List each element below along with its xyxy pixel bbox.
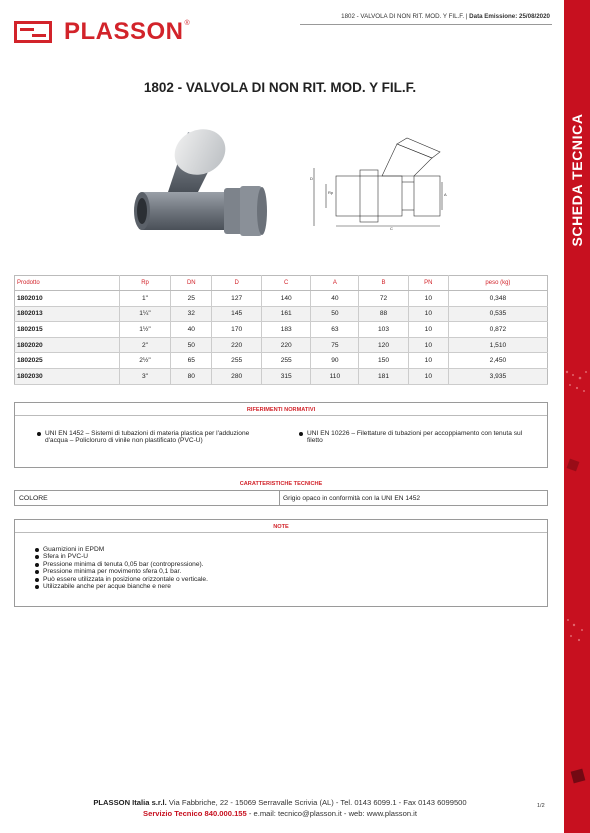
table-row	[15, 337, 548, 353]
table-cell: 1802010	[15, 291, 120, 307]
table-cell: 40	[171, 322, 212, 338]
table-cell: 63	[311, 322, 359, 338]
list-item: Può essere utilizzata in posizione orizzontale o verticale.	[35, 576, 435, 583]
brand-name: PLASSON	[64, 18, 184, 45]
table-cell: 220	[212, 337, 262, 353]
list-item: UNI EN 1452 – Sistemi di tubazioni di materia plastica per l'adduzione d'acqua – Policloruro di vinile non plastificato (PVC-U)	[37, 430, 267, 445]
drawing-label-a: A	[444, 192, 447, 197]
list-item: Pressione minima di tenuta 0,05 bar (contropressione).	[35, 561, 435, 568]
table-cell: 72	[359, 291, 409, 307]
registered-mark: ®	[184, 20, 190, 27]
drawing-label-c: C	[390, 226, 393, 230]
table-row	[15, 306, 548, 322]
table-cell: 2½"	[119, 353, 170, 369]
table-row	[15, 291, 548, 307]
table-cell: 10	[408, 322, 448, 338]
emission-date: Data Emissione: 25/08/2020	[469, 13, 550, 20]
table-cell: 25	[171, 291, 212, 307]
table-cell: 220	[261, 337, 311, 353]
table-cell: 145	[212, 306, 262, 322]
footer-address-text: Via Fabbriche, 22 - 15069 Serravalle Scrivia (AL) - Tel. 0143 6099.1 - Fax 0143 6099500	[166, 798, 467, 807]
col-b: B	[359, 276, 409, 291]
footer-address	[0, 798, 560, 807]
spec-table	[14, 275, 548, 385]
col-a: A	[311, 276, 359, 291]
col-d: D	[212, 276, 262, 291]
table-cell: 0,872	[448, 322, 547, 338]
band-decoration	[564, 0, 590, 833]
col-rp: Rp	[119, 276, 170, 291]
table-cell: 50	[311, 306, 359, 322]
drawing-label-d: D	[310, 176, 313, 181]
table-cell: 40	[311, 291, 359, 307]
table-cell: 110	[311, 368, 359, 384]
table-cell: 255	[212, 353, 262, 369]
table-cell: 88	[359, 306, 409, 322]
table-cell: 1802020	[15, 337, 120, 353]
colore-label: COLORE	[19, 495, 48, 502]
header-divider	[300, 24, 552, 25]
table-cell: 315	[261, 368, 311, 384]
table-cell: 0,535	[448, 306, 547, 322]
table-cell: 10	[408, 368, 448, 384]
table-header-row	[15, 276, 548, 291]
table-cell: 90	[311, 353, 359, 369]
table-cell: 10	[408, 291, 448, 307]
colore-value: Grigio opaco in conformità con la UNI EN 1452	[283, 495, 421, 502]
table-cell: 161	[261, 306, 311, 322]
table-cell: 127	[212, 291, 262, 307]
list-item: Guarnizioni in EPDM	[35, 546, 435, 553]
table-cell: 140	[261, 291, 311, 307]
list-item: UNI EN 10226 – Filettature di tubazioni per accoppiamento con tenuta sul filetto	[299, 430, 539, 445]
riferimenti-right-list	[299, 430, 539, 445]
plasson-logo-icon	[14, 21, 52, 43]
footer-service: Servizio Tecnico 840.000.155	[143, 809, 247, 818]
table-cell: 1½"	[119, 322, 170, 338]
page-title: 1802 - VALVOLA DI NON RIT. MOD. Y FIL.F.	[143, 80, 417, 95]
list-item: Utilizzabile anche per acque bianche e nere	[35, 583, 435, 590]
scheda-tecnica-band	[564, 0, 590, 833]
table-cell: 103	[359, 322, 409, 338]
table-cell: 1"	[119, 291, 170, 307]
table-cell: 2,450	[448, 353, 547, 369]
list-item: Pressione minima per movimento sfera 0,1 bar.	[35, 568, 435, 575]
note-heading: NOTE	[273, 524, 289, 530]
footer-contacts	[0, 809, 560, 818]
col-pn: PN	[408, 276, 448, 291]
table-cell: 255	[261, 353, 311, 369]
table-cell: 1802015	[15, 322, 120, 338]
footer-company: PLASSON Italia s.r.l.	[93, 798, 167, 807]
table-cell: 10	[408, 337, 448, 353]
table-cell: 0,348	[448, 291, 547, 307]
table-cell: 65	[171, 353, 212, 369]
col-dn: DN	[171, 276, 212, 291]
riferimenti-left-list	[37, 430, 267, 445]
note-section	[14, 519, 548, 607]
table-row	[15, 322, 548, 338]
brand-logo	[14, 18, 190, 46]
table-cell: 1802025	[15, 353, 120, 369]
table-cell: 1,510	[448, 337, 547, 353]
table-cell: 2"	[119, 337, 170, 353]
table-cell: 10	[408, 353, 448, 369]
table-cell: 183	[261, 322, 311, 338]
table-cell: 3,935	[448, 368, 547, 384]
valve-photo	[128, 122, 278, 242]
colore-row	[14, 490, 548, 506]
table-cell: 50	[171, 337, 212, 353]
table-cell: 181	[359, 368, 409, 384]
table-cell: 75	[311, 337, 359, 353]
drawing-label-rp: Rp	[328, 190, 334, 195]
table-cell: 1802013	[15, 306, 120, 322]
caratteristiche-heading: CARATTERISTICHE TECNICHE	[239, 481, 323, 487]
table-cell: 1¼"	[119, 306, 170, 322]
riferimenti-section	[14, 402, 548, 468]
table-cell: 10	[408, 306, 448, 322]
note-list	[35, 546, 435, 590]
technical-drawing	[302, 130, 452, 230]
doc-header-title: 1802 - VALVOLA DI NON RIT. MOD. Y FIL.F. |	[341, 13, 470, 20]
col-prodotto: Prodotto	[15, 276, 120, 291]
table-cell: 3"	[119, 368, 170, 384]
table-cell: 280	[212, 368, 262, 384]
table-cell: 1802030	[15, 368, 120, 384]
table-row	[15, 368, 548, 384]
table-cell: 120	[359, 337, 409, 353]
list-item: Sfera in PVC-U	[35, 553, 435, 560]
table-row	[15, 353, 548, 369]
col-c: C	[261, 276, 311, 291]
table-cell: 150	[359, 353, 409, 369]
table-cell: 80	[171, 368, 212, 384]
band-label: SCHEDA TECNICA	[569, 113, 585, 247]
page-number: 1/2	[537, 803, 545, 809]
table-cell: 170	[212, 322, 262, 338]
document-header	[341, 13, 550, 20]
table-cell: 32	[171, 306, 212, 322]
col-peso: peso (kg)	[448, 276, 547, 291]
riferimenti-heading: RIFERIMENTI NORMATIVI	[246, 407, 316, 413]
footer-contacts-text: - e.mail: tecnico@plasson.it - web: www.plasson.it	[246, 809, 417, 818]
